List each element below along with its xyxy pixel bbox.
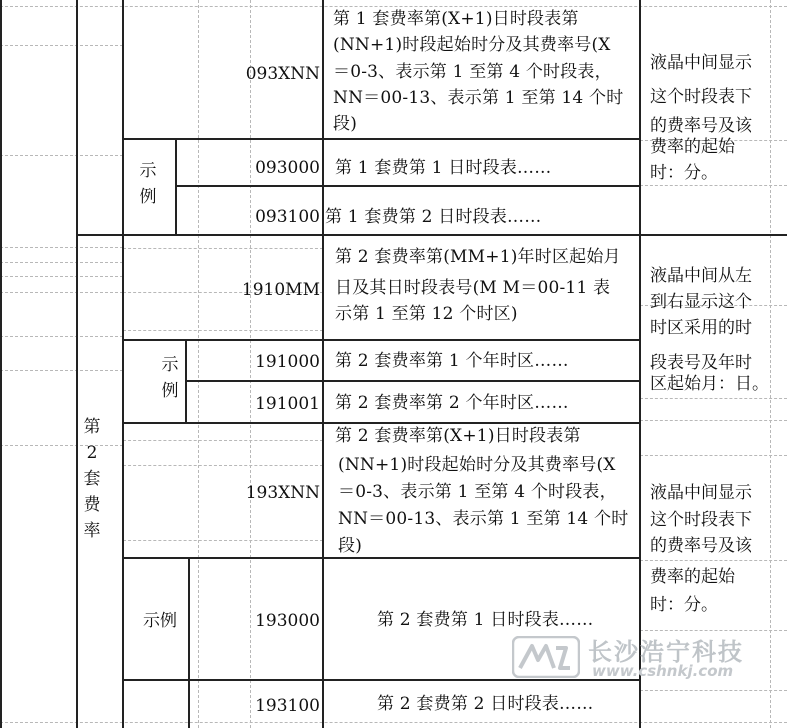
table-border-left xyxy=(0,0,2,728)
grid-line xyxy=(640,420,787,421)
grid-line xyxy=(0,336,123,337)
note-line: 区起始月：日。 xyxy=(650,374,769,394)
desc-line: 第 2 套费率第(X+1)日时段表第 xyxy=(335,426,581,446)
desc-line: ＝0-3、表示第 1 至第 4 个时段表， xyxy=(333,62,612,82)
watermark-logo-icon xyxy=(512,636,580,678)
table-rule xyxy=(76,0,78,728)
table-rule xyxy=(175,139,177,235)
desc-line: 日及其日时段表号(M M＝00-11 表 xyxy=(335,278,611,298)
desc-line: (NN+1)时段起始时分及其费率号(X xyxy=(333,35,611,55)
grid-line xyxy=(0,292,123,293)
grid-line xyxy=(0,370,123,371)
table-rule xyxy=(122,339,640,341)
desc-line: 第 1 套费第 2 日时段表…… xyxy=(325,207,542,227)
desc-line: (NN+1)时段起始时分及其费率号(X xyxy=(338,455,616,475)
code-cell: 191000 xyxy=(255,352,320,372)
group-label: 第2套费率 xyxy=(83,417,101,541)
watermark xyxy=(512,632,772,682)
note-line: 液晶中间从左 xyxy=(650,266,752,286)
table-rule xyxy=(122,138,640,140)
note-line: 段表号及年时 xyxy=(650,353,752,373)
grid-line xyxy=(640,690,787,691)
grid-line xyxy=(123,440,323,441)
grid-line xyxy=(0,155,123,156)
desc-line: NN＝00-13、表示第 1 至第 14 个时 xyxy=(338,509,629,529)
note-line: 费率的起始 xyxy=(650,137,735,157)
grid-line xyxy=(640,630,787,631)
code-cell: 093100 xyxy=(255,207,320,227)
note-line: 的费率号及该 xyxy=(650,536,752,556)
desc-line: NN＝00-13、表示第 1 至第 14 个时 xyxy=(333,88,624,108)
example-label: 示例 xyxy=(161,355,179,401)
grid-line xyxy=(640,560,787,561)
table-rule xyxy=(76,234,787,236)
table-rule xyxy=(188,558,190,728)
desc-line: 段) xyxy=(333,114,358,134)
desc-line: 第 2 套费率第(MM+1)年时区起始月 xyxy=(335,247,621,267)
desc-line: 第 2 套费率第 1 个年时区…… xyxy=(335,351,569,371)
note-line: 到右显示这个 xyxy=(650,292,752,312)
grid-line xyxy=(640,398,787,399)
code-cell: 093XNN xyxy=(245,64,320,84)
grid-line xyxy=(123,330,323,331)
code-cell: 093000 xyxy=(255,158,320,178)
grid-line xyxy=(123,248,323,249)
desc-line: 段) xyxy=(338,536,363,556)
desc-line: 第 1 套费率第(X+1)日时段表第 xyxy=(333,9,579,29)
watermark-url: www.cshnkj.com xyxy=(592,662,734,680)
note-line: 时区采用的时 xyxy=(650,318,752,338)
example-label: 示例 xyxy=(143,611,177,631)
note-line: 的费率号及该 xyxy=(650,116,752,136)
desc-line: 第 2 套费第 2 日时段表…… xyxy=(377,694,594,714)
desc-line: 第 1 套费第 1 日时段表…… xyxy=(335,158,552,178)
note-line: 时：分。 xyxy=(650,595,718,615)
note-line: 这个时段表下 xyxy=(650,87,752,107)
watermark-name: 长沙浩宁科技 xyxy=(588,638,744,666)
desc-line: 示第 1 至第 12 个时区) xyxy=(335,304,518,324)
grid-line xyxy=(198,0,199,728)
desc-line: 第 2 套费率第 2 个年时区…… xyxy=(335,393,569,413)
code-cell: 193XNN xyxy=(245,483,320,503)
note-line: 费率的起始 xyxy=(650,567,735,587)
code-cell: 193000 xyxy=(255,611,320,631)
grid-line xyxy=(0,262,123,263)
note-line: 液晶中间显示 xyxy=(650,483,752,503)
note-line: 时：分。 xyxy=(650,163,718,183)
grid-line xyxy=(640,455,787,456)
table-rule xyxy=(185,380,640,382)
code-cell: 1910MM xyxy=(241,280,320,300)
table-rule xyxy=(322,0,324,728)
desc-line: ＝0-3、表示第 1 至第 4 个时段表， xyxy=(338,482,617,502)
grid-line xyxy=(0,45,123,46)
grid-line xyxy=(0,722,787,723)
grid-line xyxy=(0,276,123,277)
table-rule xyxy=(122,422,640,424)
grid-line xyxy=(0,6,787,7)
table-rule xyxy=(122,557,640,559)
grid-line xyxy=(123,465,323,466)
grid-line xyxy=(123,540,323,541)
note-line: 液晶中间显示 xyxy=(650,53,752,73)
example-label: 示例 xyxy=(139,161,157,207)
table-rule xyxy=(175,185,640,187)
table-rule xyxy=(122,0,124,728)
desc-line: 第 2 套费第 1 日时段表…… xyxy=(377,610,594,630)
grid-line xyxy=(0,445,123,446)
code-cell: 193100 xyxy=(255,696,320,716)
grid-line xyxy=(770,0,771,728)
grid-line xyxy=(0,247,123,248)
code-cell: 191001 xyxy=(255,394,320,414)
table-rule xyxy=(639,0,641,728)
note-line: 这个时段表下 xyxy=(650,510,752,530)
